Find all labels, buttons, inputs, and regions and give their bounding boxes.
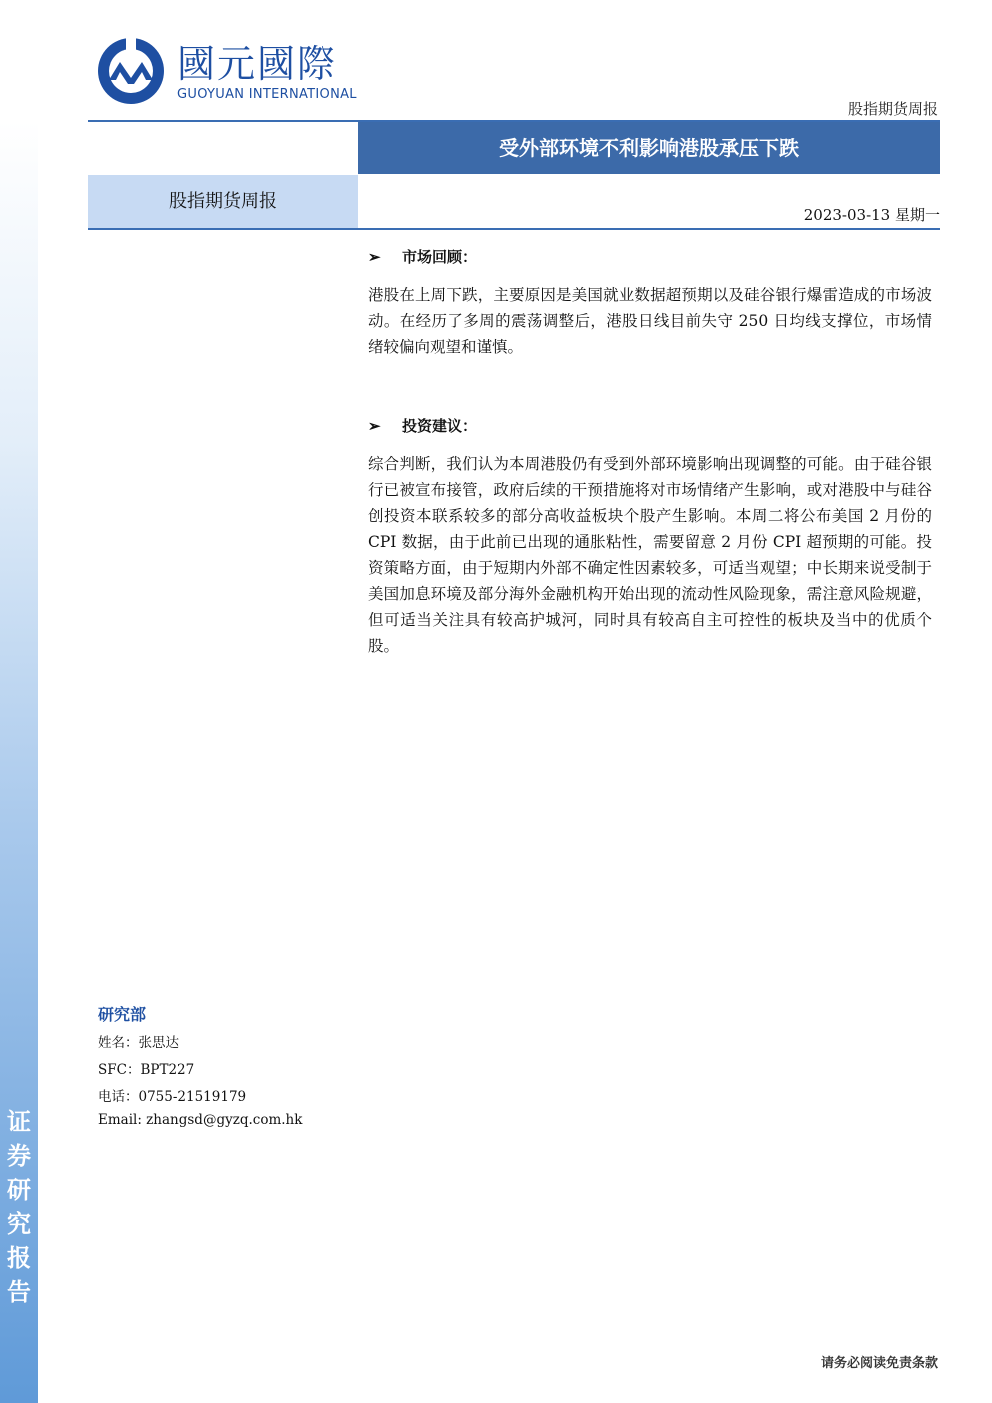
- side-char: 究: [7, 1209, 31, 1238]
- side-vertical-label: [4, 1105, 34, 1309]
- analyst-name: 姓名：张思达: [98, 1035, 179, 1051]
- disclaimer-link[interactable]: 请务必阅读免责条款: [820, 1356, 938, 1371]
- side-char: 券: [7, 1141, 31, 1170]
- report-date: 2023-03-13 星期一: [803, 206, 940, 224]
- report-category: 股指期货周报: [88, 175, 358, 228]
- analyst-email[interactable]: Email: zhangsd@gyzq.com.hk: [98, 1112, 303, 1128]
- report-title: 受外部环境不利影响港股承压下跌: [358, 122, 940, 174]
- section-heading-text: 投资建议：: [402, 417, 478, 435]
- section-body-market-review: 港股在上周下跌，主要原因是美国就业数据超预期以及硅谷银行爆雷造成的市场波动。在经历了多周的震荡调整后，港股日线目前失守 250 日均线支撑位，市场情绪较偏向观望和谨慎。: [368, 286, 932, 356]
- side-char: 证: [7, 1107, 31, 1136]
- logo-chinese-name: 國元國際: [177, 42, 338, 86]
- section-heading-investment-advice: [368, 415, 477, 436]
- analyst-phone: 电话：0755-21519179: [98, 1089, 247, 1105]
- arrow-bullet-icon: ➢: [368, 417, 381, 435]
- side-char: 告: [7, 1277, 31, 1306]
- section-body-investment-advice: 综合判断，我们认为本周港股仍有受到外部环境影响出现调整的可能。由于硅谷银行已被宣布接管，政府后续的干预措施将对市场情绪产生影响，或对港股中与硅谷创投资本联系较多的部分高收益板块个股产生影响。本周二将公布美国 2 月份的 CPI 数据，由于此前已出现的通胀粘性，需要留意 2 月份 CPI 超预期的可能。投资策略方面，由于短期内外部不确定性因素较多，可适当观望；中长期来说受制于美国加息环境及部分海外金融机构开始出现的流动性风险现象，需注意风险规避，但可适当关注具有较高护城河，同时具有较高自主可控性的板块及当中的优质个股。: [368, 455, 932, 655]
- analyst-sfc: SFC：BPT227: [98, 1062, 195, 1078]
- logo-english-name: GUOYUAN INTERNATIONAL: [177, 87, 357, 102]
- side-char: 报: [7, 1243, 31, 1272]
- side-char: 研: [7, 1175, 31, 1204]
- section-heading-text: 市场回顾：: [402, 248, 478, 266]
- section-heading-market-review: [368, 246, 477, 267]
- arrow-bullet-icon: ➢: [368, 248, 381, 266]
- header-rule-bottom: [88, 228, 940, 230]
- research-dept-label: 研究部: [98, 1005, 147, 1024]
- guoyuan-logo-icon: [96, 36, 166, 106]
- report-type-label: 股指期货周报: [847, 100, 938, 118]
